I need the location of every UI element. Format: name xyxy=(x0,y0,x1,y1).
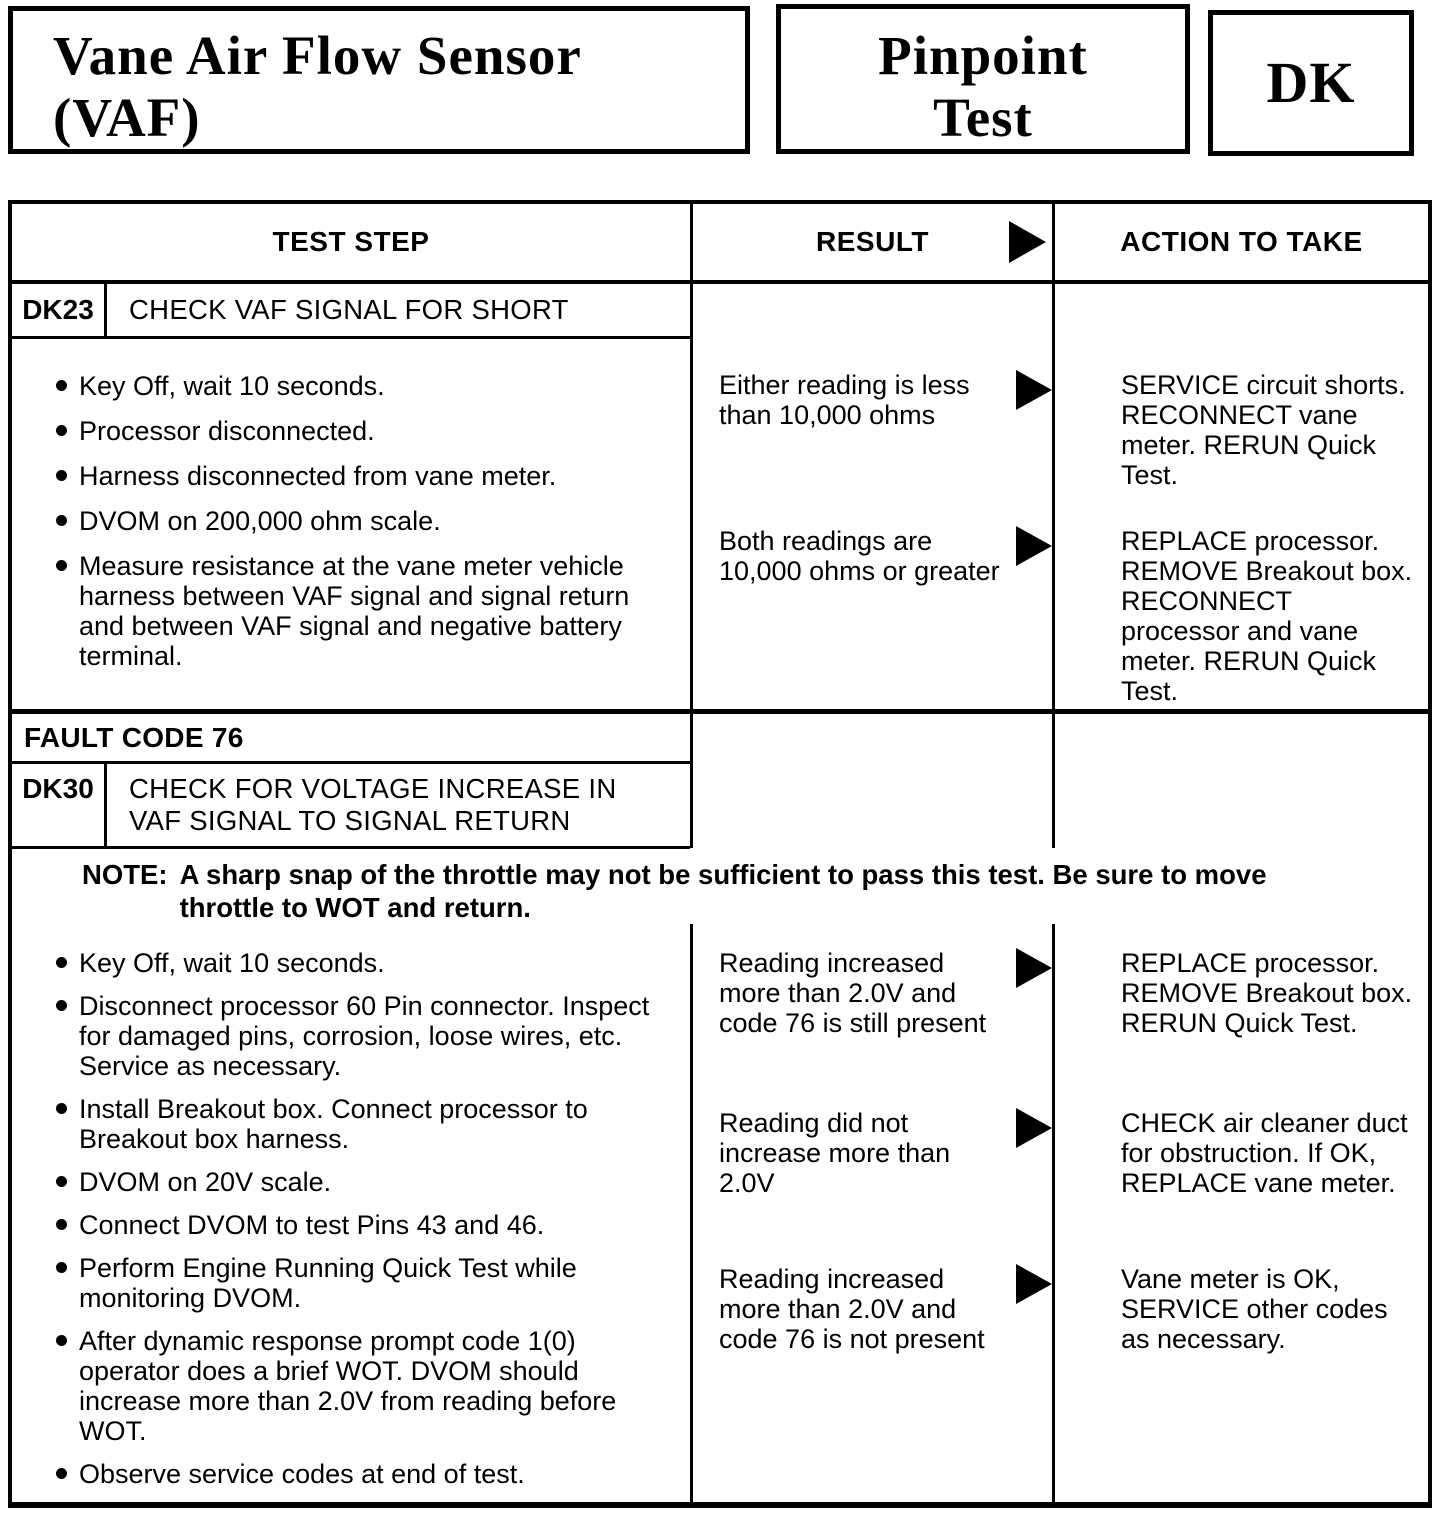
list-item xyxy=(56,416,668,446)
result-text: Both readings are 10,000 ohms or greater xyxy=(719,526,1000,587)
dk23-result-cell xyxy=(690,284,1052,708)
action-text: CHECK air cleaner duct for obstruction. If OK, REPLACE vane meter. xyxy=(1121,1107,1408,1198)
step-text: Measure resistance at the vane meter vehicle harness between VAF signal and signal return and between VAF signal and negative battery terminal. xyxy=(79,551,630,672)
result-block xyxy=(719,526,1052,682)
sensor-title-line1: Vane Air Flow Sensor xyxy=(53,25,582,86)
bullet-icon xyxy=(56,1103,67,1114)
step-text: Connect DVOM to test Pins 43 and 46. xyxy=(79,1209,545,1240)
list-item xyxy=(56,1459,668,1489)
bullet-icon xyxy=(56,1219,67,1230)
result-text: Reading increased more than 2.0V and code 76 is still present xyxy=(719,947,987,1038)
result-arrow-icon xyxy=(1016,948,1052,988)
dk30-step-list-cell xyxy=(12,924,690,1502)
list-item xyxy=(56,1253,668,1313)
step-text: Key Off, wait 10 seconds. xyxy=(79,947,385,978)
note-row xyxy=(12,848,1428,924)
note-label: NOTE: xyxy=(82,858,168,890)
bullet-icon xyxy=(56,1176,67,1187)
step-text: Harness disconnected from vane meter. xyxy=(79,461,557,492)
pinpoint-test-table xyxy=(8,200,1432,1508)
bullet-icon xyxy=(56,1000,67,1011)
bullet-icon xyxy=(56,425,67,436)
section-dk30-header xyxy=(12,714,1428,848)
dk23-step-header xyxy=(12,284,690,339)
step-text: DVOM on 200,000 ohm scale. xyxy=(79,506,441,537)
result-header-label: RESULT xyxy=(816,226,929,258)
column-header-test-step: TEST STEP xyxy=(272,226,430,258)
action-text: REPLACE processor. REMOVE Breakout box. RERUN Quick Test. xyxy=(1121,947,1413,1038)
list-item xyxy=(56,1210,668,1240)
column-header-result xyxy=(690,204,1052,280)
result-text: Reading increased more than 2.0V and code 76 is not present xyxy=(719,1263,985,1354)
step-text: Install Breakout box. Connect processor to Breakout box harness. xyxy=(79,1093,588,1154)
result-text: Reading did not increase more than 2.0V xyxy=(719,1107,951,1198)
bullet-icon xyxy=(56,1335,67,1346)
bullet-icon xyxy=(56,560,67,571)
dk23-step-list xyxy=(12,339,690,671)
column-header-action: ACTION TO TAKE xyxy=(1052,204,1428,280)
dk30-step-title: CHECK FOR VOLTAGE INCREASE IN VAF SIGNAL TO SIGNAL RETURN xyxy=(129,772,617,836)
dk23-test-step-cell xyxy=(12,284,690,708)
result-arrow-icon xyxy=(1009,221,1046,263)
bullet-icon xyxy=(56,470,67,481)
result-block xyxy=(719,1264,1052,1420)
list-item xyxy=(56,991,668,1081)
pinpoint-test-box xyxy=(776,4,1190,154)
fault-code-band: FAULT CODE 76 xyxy=(12,714,690,764)
dk30-action-cell-top xyxy=(1052,714,1428,848)
dk30-action-cell xyxy=(1052,924,1428,1502)
list-item xyxy=(56,1326,668,1446)
step-text: Processor disconnected. xyxy=(79,416,375,447)
dk30-step-list xyxy=(12,924,690,1489)
result-arrow-icon xyxy=(1016,526,1052,566)
list-item xyxy=(56,1167,668,1197)
step-text: Observe service codes at end of test. xyxy=(79,1458,525,1489)
bullet-icon xyxy=(56,515,67,526)
dk30-result-cell xyxy=(690,924,1052,1502)
step-text: Key Off, wait 10 seconds. xyxy=(79,371,385,402)
pinpoint-line2: Test xyxy=(933,87,1033,148)
result-text: Either reading is less than 10,000 ohms xyxy=(719,370,970,431)
step-text: Disconnect processor 60 Pin connector. Inspect for damaged pins, corrosion, loose wires, etc. Service as necessary. xyxy=(79,990,650,1081)
action-text: REPLACE processor. REMOVE Breakout box. RECONNECT processor and vane meter. RERUN Quick Test. xyxy=(1121,526,1413,707)
result-block xyxy=(719,1108,1052,1264)
section-dk23 xyxy=(12,284,1428,713)
dk30-test-step-cell xyxy=(12,714,690,848)
note-text: A sharp snap of the throttle may not be sufficient to pass this test. Be sure to move throttle to WOT and return. xyxy=(179,858,1267,923)
table-header-row xyxy=(12,204,1428,284)
result-arrow-icon xyxy=(1016,370,1052,410)
bullet-icon xyxy=(56,380,67,391)
dk23-action-cell xyxy=(1052,284,1428,708)
list-item xyxy=(56,1094,668,1154)
step-text: After dynamic response prompt code 1(0) operator does a brief WOT. DVOM should increase more than 2.0V from reading before WOT. xyxy=(79,1325,617,1446)
result-block xyxy=(719,948,1052,1108)
action-text: SERVICE circuit shorts. RECONNECT vane meter. RERUN Quick Test. xyxy=(1121,370,1406,491)
section-dk30-body xyxy=(12,924,1428,1502)
pinpoint-line1: Pinpoint xyxy=(878,25,1088,86)
sensor-title-box xyxy=(8,6,750,154)
action-text: Vane meter is OK, SERVICE other codes as necessary. xyxy=(1121,1263,1388,1354)
bullet-icon xyxy=(56,957,67,968)
dk30-result-cell-top xyxy=(690,714,1052,848)
dk23-step-code: DK23 xyxy=(12,284,107,336)
result-arrow-icon xyxy=(1016,1264,1052,1304)
dk30-step-code: DK30 xyxy=(12,764,107,846)
step-text: DVOM on 20V scale. xyxy=(79,1166,332,1197)
bullet-icon xyxy=(56,1262,67,1273)
list-item xyxy=(56,371,668,401)
step-text: Perform Engine Running Quick Test while monitoring DVOM. xyxy=(79,1252,577,1313)
list-item xyxy=(56,551,668,671)
list-item xyxy=(56,948,668,978)
list-item xyxy=(56,506,668,536)
dk23-step-title: CHECK VAF SIGNAL FOR SHORT xyxy=(129,294,569,326)
result-block xyxy=(719,370,1052,526)
list-item xyxy=(56,461,668,491)
sensor-title-line2: (VAF) xyxy=(53,87,201,148)
section-code-box xyxy=(1208,10,1414,156)
bullet-icon xyxy=(56,1468,67,1479)
dk30-step-header xyxy=(12,764,690,849)
section-code: DK xyxy=(1266,50,1356,115)
result-arrow-icon xyxy=(1016,1108,1052,1148)
